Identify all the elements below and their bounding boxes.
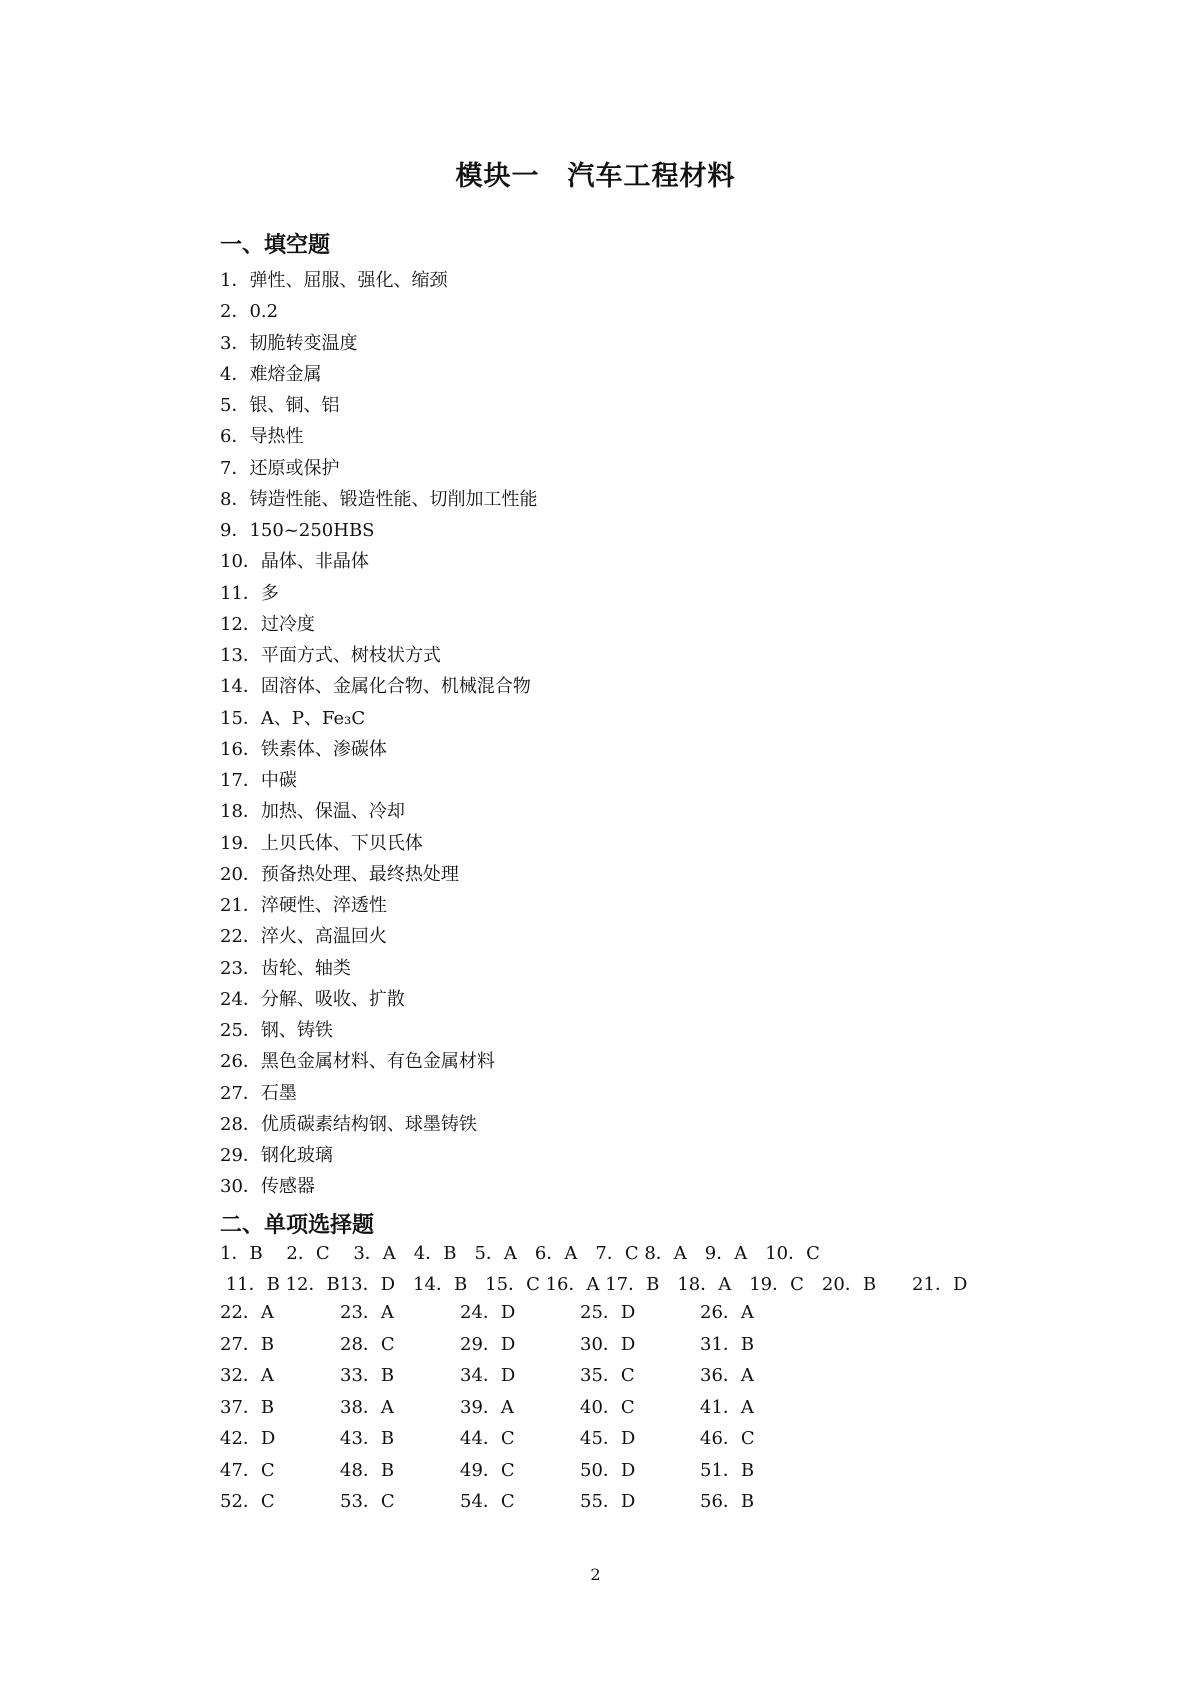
answer-cell: 24．D bbox=[460, 1302, 516, 1323]
list-item: 1．弹性、屈服、强化、缩颈 bbox=[220, 270, 448, 291]
answer-cell: 50．D bbox=[580, 1459, 636, 1481]
answer-cell: 41．A bbox=[700, 1396, 754, 1418]
fill-in-answer-list bbox=[220, 265, 537, 1203]
list-item: 3．韧脆转变温度 bbox=[220, 332, 358, 354]
list-item: 16．铁素体、渗碳体 bbox=[220, 738, 387, 760]
answer-cell: 45．D bbox=[580, 1428, 636, 1449]
answer-cell: 47．C bbox=[220, 1459, 275, 1481]
answer-cell: 49．C bbox=[460, 1459, 515, 1481]
answer-cell: 26．A bbox=[700, 1302, 754, 1323]
list-item: 5．银、铜、铝 bbox=[220, 395, 340, 416]
answer-cell: 54．C bbox=[460, 1491, 515, 1512]
answer-cell: 43．B bbox=[340, 1428, 395, 1449]
list-item: 29．钢化玻璃 bbox=[220, 1145, 333, 1166]
list-item: 13．平面方式、树枝状方式 bbox=[220, 645, 441, 666]
answer-cell: 55．D bbox=[580, 1491, 636, 1512]
list-item: 30．传感器 bbox=[220, 1176, 315, 1198]
list-item: 19．上贝氏体、下贝氏体 bbox=[220, 832, 423, 854]
answer-cell: 35．C bbox=[580, 1365, 635, 1386]
section-heading-fill-in: 一、填空题 bbox=[220, 233, 331, 258]
answer-cell: 34．D bbox=[460, 1365, 516, 1386]
list-item: 15．A、P、Fe₃C bbox=[220, 707, 366, 729]
list-item: 23．齿轮、轴类 bbox=[220, 957, 351, 979]
list-item: 24．分解、吸收、扩散 bbox=[220, 988, 405, 1010]
list-item: 14．固溶体、金属化合物、机械混合物 bbox=[220, 676, 531, 698]
list-item: 28．优质碳素结构钢、球墨铸铁 bbox=[220, 1113, 477, 1135]
answer-cell: 29．D bbox=[460, 1333, 516, 1355]
answer-cell: 28．C bbox=[340, 1333, 395, 1355]
list-item: 6．导热性 bbox=[220, 426, 304, 448]
list-item: 9．150~250HBS bbox=[220, 520, 375, 541]
answer-cell: 39．A bbox=[460, 1396, 514, 1418]
choice-answers-grid bbox=[220, 1297, 820, 1518]
list-item: 20．预备热处理、最终热处理 bbox=[220, 863, 459, 885]
list-item: 26．黑色金属材料、有色金属材料 bbox=[220, 1051, 495, 1073]
answer-cell: 36．A bbox=[700, 1365, 754, 1386]
answer-cell: 38．A bbox=[340, 1396, 394, 1418]
list-item: 25．钢、铸铁 bbox=[220, 1020, 333, 1041]
answer-cell: 22．A bbox=[220, 1302, 274, 1323]
answer-cell: 51．B bbox=[700, 1459, 755, 1481]
answer-cell: 40．C bbox=[580, 1396, 635, 1418]
answer-cell: 52．C bbox=[220, 1491, 275, 1512]
list-item: 8．铸造性能、锻造性能、切削加工性能 bbox=[220, 488, 538, 510]
list-item: 18．加热、保温、冷却 bbox=[220, 801, 405, 823]
list-item: 10．晶体、非晶体 bbox=[220, 551, 369, 573]
answer-cell: 56．B bbox=[700, 1491, 755, 1512]
choice-answers-line-1: 1．B 2．C 3．A 4．B 5．A 6．A 7．C 8．A 9．A 10．C bbox=[220, 1243, 820, 1264]
answer-cell: 32．A bbox=[220, 1365, 274, 1386]
page-title: 模块一 汽车工程材料 bbox=[455, 161, 736, 192]
list-item: 12．过冷度 bbox=[220, 613, 315, 635]
answer-cell: 46．C bbox=[700, 1428, 755, 1449]
answer-cell: 23．A bbox=[340, 1302, 394, 1323]
answer-cell: 44．C bbox=[460, 1428, 515, 1449]
list-item: 7．还原或保护 bbox=[220, 457, 340, 479]
list-item: 27．石墨 bbox=[220, 1082, 297, 1104]
answer-cell: 25．D bbox=[580, 1302, 636, 1323]
list-item: 11．多 bbox=[220, 582, 279, 604]
answer-cell: 37．B bbox=[220, 1396, 275, 1418]
section-heading-single-choice: 二、单项选择题 bbox=[220, 1213, 375, 1238]
list-item: 21．淬硬性、淬透性 bbox=[220, 895, 387, 916]
answer-cell: 33．B bbox=[340, 1365, 395, 1386]
answer-cell: 31．B bbox=[700, 1333, 755, 1355]
list-item: 2．0.2 bbox=[220, 301, 279, 323]
answer-cell: 27．B bbox=[220, 1333, 275, 1355]
answer-cell: 48．B bbox=[340, 1459, 395, 1481]
list-item: 22．淬火、高温回火 bbox=[220, 926, 387, 948]
list-item: 17．中碳 bbox=[220, 770, 297, 791]
list-item: 4．难熔金属 bbox=[220, 363, 322, 385]
answer-cell: 30．D bbox=[580, 1333, 636, 1355]
answer-cell: 42．D bbox=[220, 1428, 276, 1449]
page-number: 2 bbox=[590, 1565, 601, 1584]
answer-cell: 53．C bbox=[340, 1491, 395, 1512]
choice-answers-line-2: 11．B 12．B13．D 14．B 15．C 16．A 17．B 18．A 19．C 20．B 21．D bbox=[220, 1274, 968, 1295]
